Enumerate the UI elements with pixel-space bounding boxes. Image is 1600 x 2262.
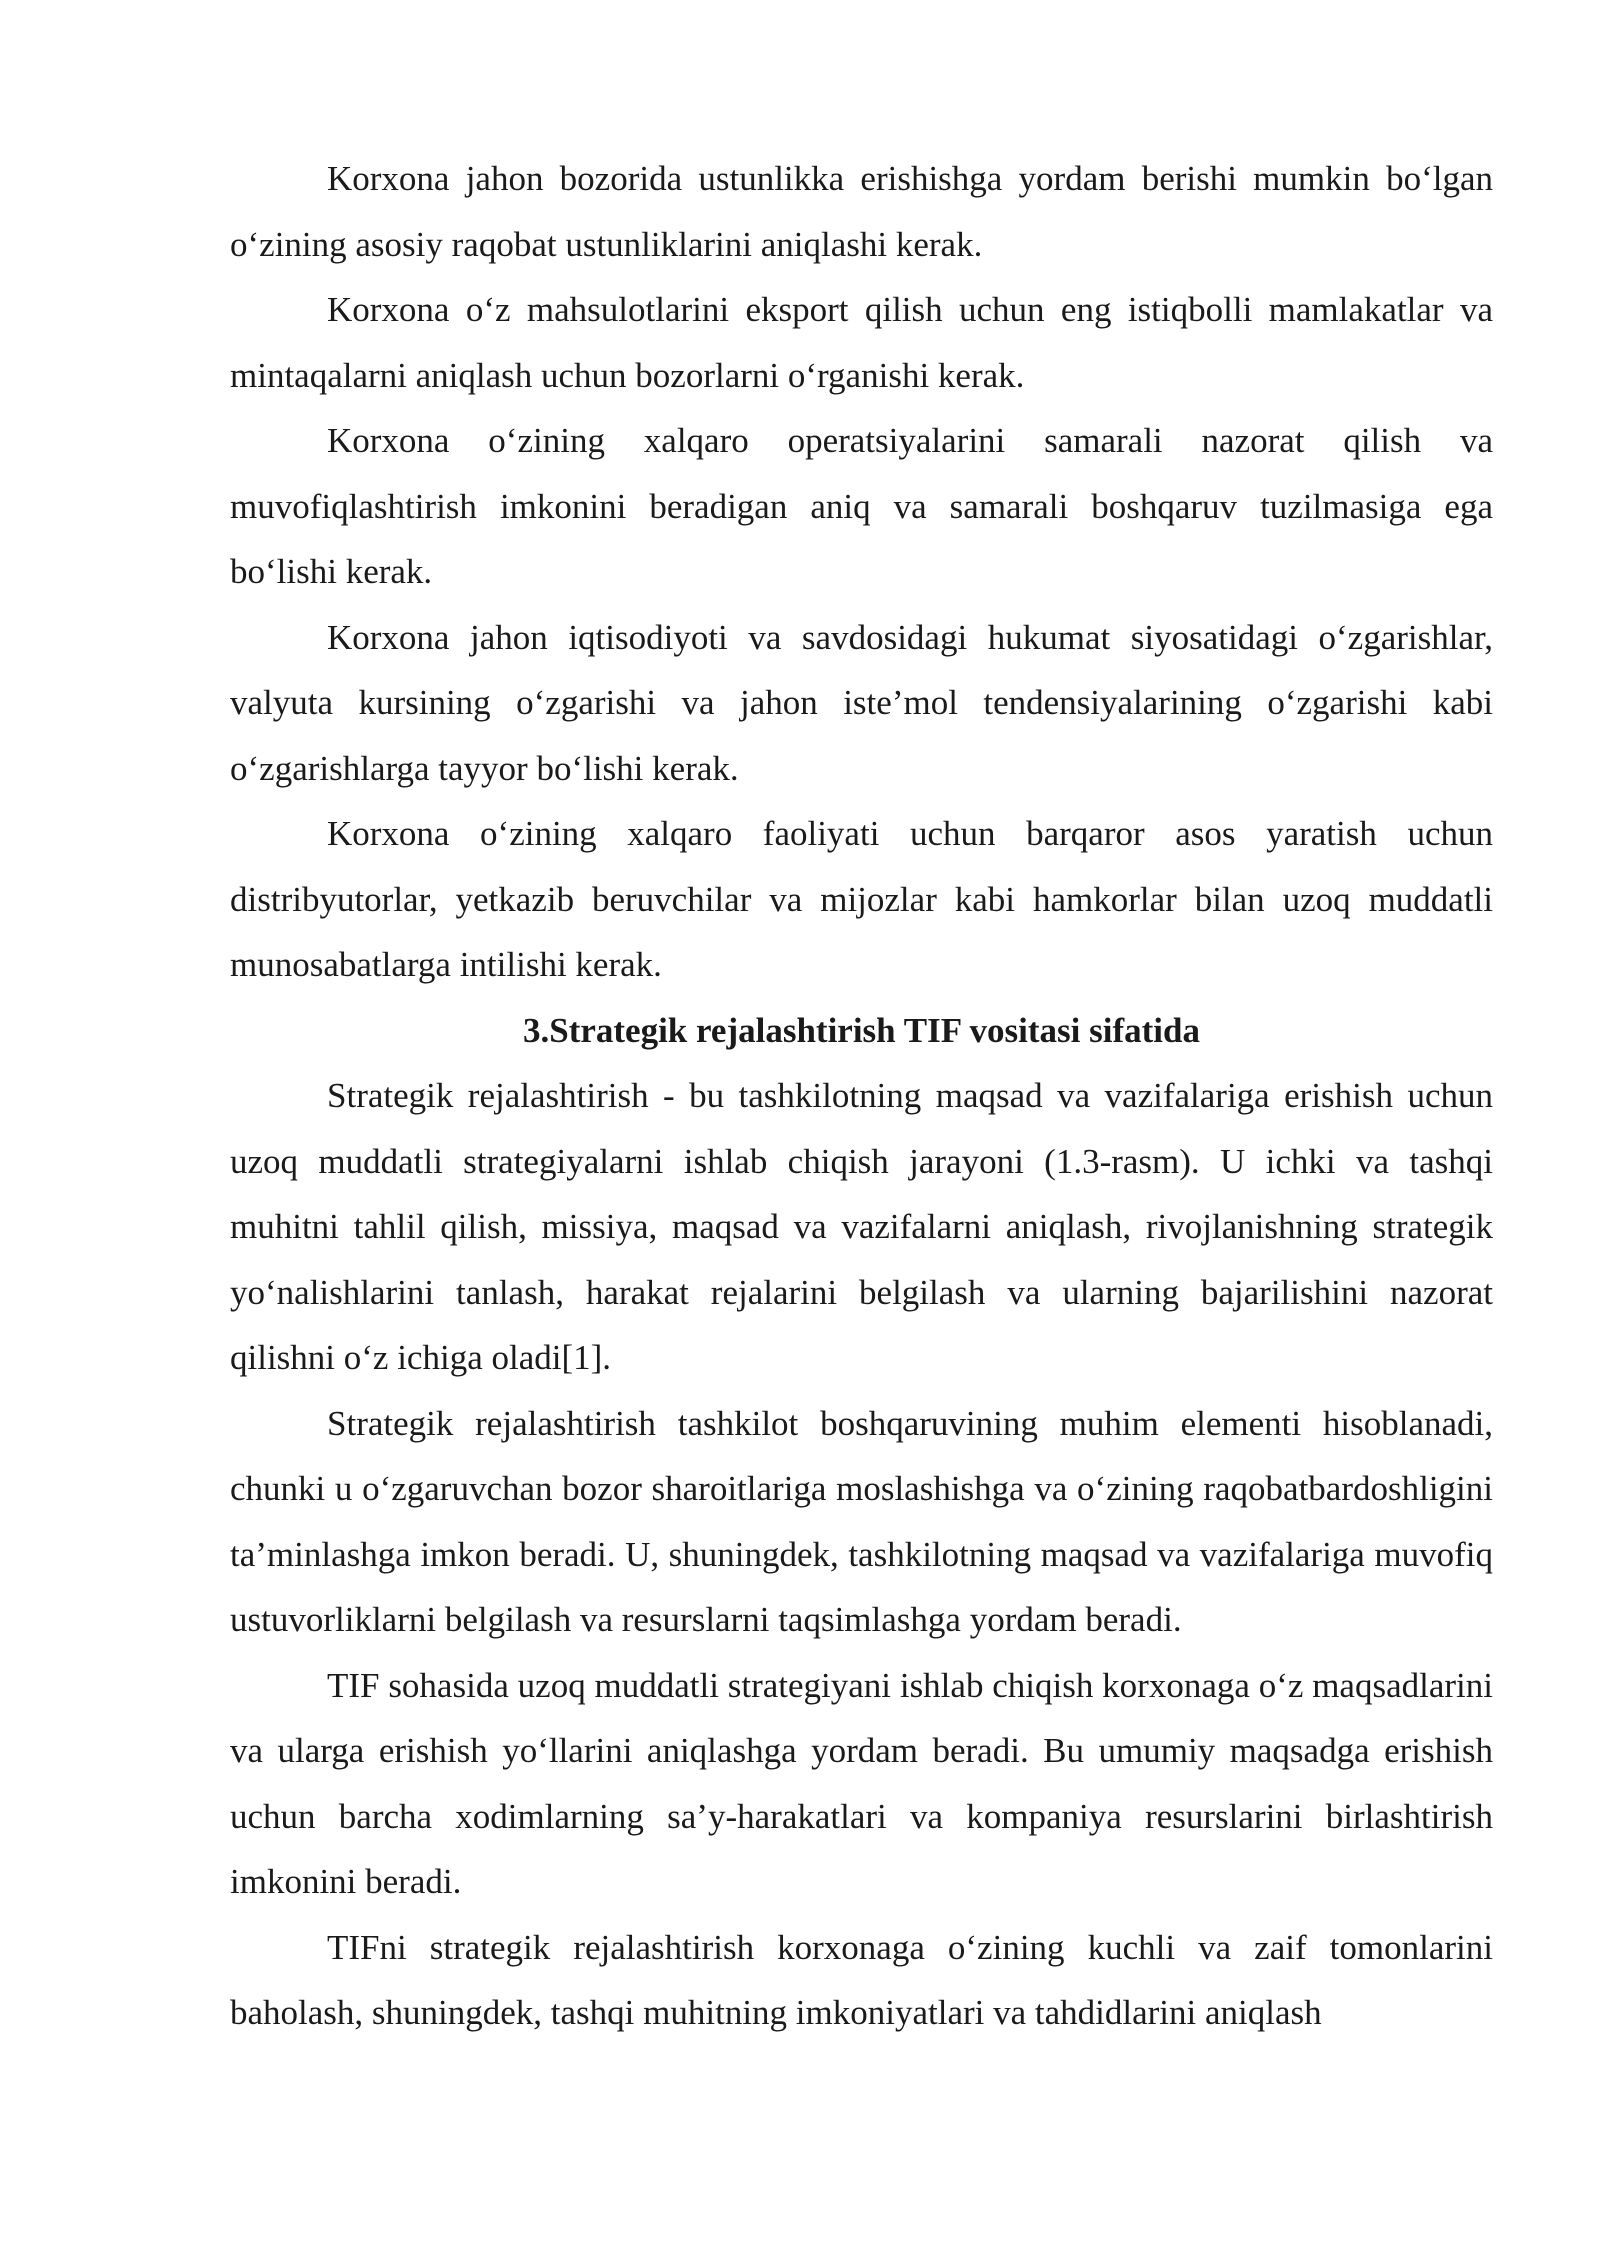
section-heading: 3.Strategik rejalashtirish TIF vositasi sifatida <box>522 1010 1200 1050</box>
paragraph-competitive-advantages: Korxona jahon bozorida ustunlikka erishishga yordam berishi mumkin bo‘lgan o‘zining asosiy raqobat ustunliklarini aniqlashi kerak. <box>230 159 1493 264</box>
paragraph-strategic-planning-importance: Strategik rejalashtirish tashkilot boshqaruvining muhim elementi hisoblanadi, chunki u o‘zgaruvchan bozor sharoitlariga moslashishga va o‘zining raqobatbardoshligini ta’minlashga imkon beradi. U, shuningdek, tashkilotning maqsad va vazifalariga muvofiq ustuvorliklarni belgilash va resurslarni taqsimlashga yordam beradi. <box>230 1403 1493 1639</box>
document-page <box>230 146 1493 2046</box>
paragraph-export-markets: Korxona o‘z mahsulotlarini eksport qilish uchun eng istiqbolli mamlakatlar va mintaqalarni aniqlash uchun bozorlarni o‘rganishi kerak. <box>230 290 1493 395</box>
paragraph-tif-strategic-planning: TIFni strategik rejalashtirish korxonaga o‘zining kuchli va zaif tomonlarini baholash, shuningdek, tashqi muhitning imkoniyatlari va tahdidlarini aniqlash <box>230 1927 1493 2032</box>
paragraph-long-term-partners: Korxona o‘zining xalqaro faoliyati uchun barqaror asos yaratish uchun distribyutorlar, yetkazib beruvchilar va mijozlar kabi hamkorlar bilan uzoq muddatli munosabatlarga intilishi kerak. <box>230 814 1493 984</box>
paragraph-strategic-planning-definition: Strategik rejalashtirish - bu tashkilotning maqsad va vazifalariga erishish uchun uzoq muddatli strategiyalarni ishlab chiqish jarayoni (1.3-rasm). U ichki va tashqi muhitni tahlil qilish, missiya, maqsad va vazifalarni aniqlash, rivojlanishning strategik yo‘nalishlarini tanlash, harakat rejalarini belgilash va ularning bajarilishini nazorat qilishni o‘z ichiga oladi[1]. <box>230 1076 1493 1377</box>
paragraph-management-structure: Korxona o‘zining xalqaro operatsiyalarini samarali nazorat qilish va muvofiqlashtirish imkonini beradigan aniq va samarali boshqaruv tuzilmasiga ega bo‘lishi kerak. <box>230 421 1493 591</box>
paragraph-tif-long-term-strategy: TIF sohasida uzoq muddatli strategiyani ishlab chiqish korxonaga o‘z maqsadlarini va ularga erishish yo‘llarini aniqlashga yordam beradi. Bu umumiy maqsadga erishish uchun barcha xodimlarning sa’y-harakatlari va kompaniya resurslarini birlashtirish imkonini beradi. <box>230 1665 1493 1901</box>
paragraph-global-changes: Korxona jahon iqtisodiyoti va savdosidagi hukumat siyosatidagi o‘zgarishlar, valyuta kursining o‘zgarishi va jahon iste’mol tendensiyalarining o‘zgarishi kabi o‘zgarishlarga tayyor bo‘lishi kerak. <box>230 617 1493 788</box>
